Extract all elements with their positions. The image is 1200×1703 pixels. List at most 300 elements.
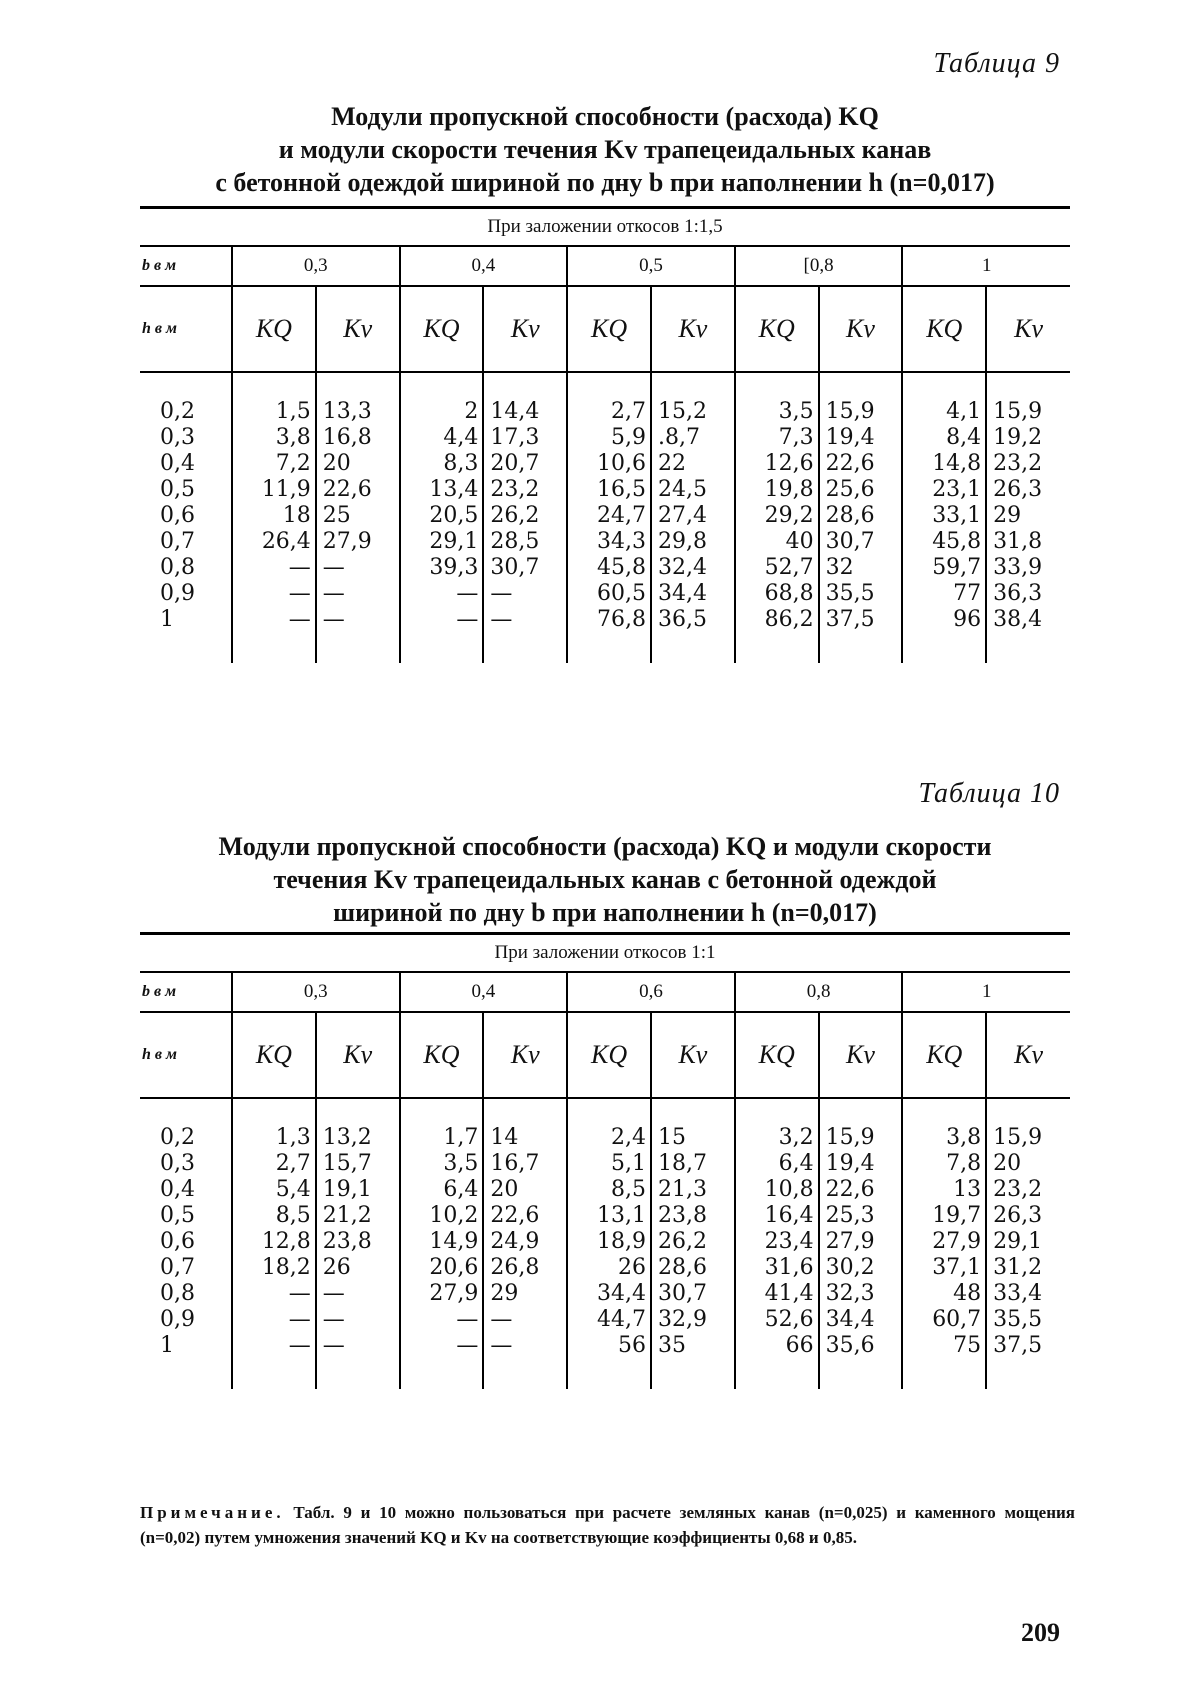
table9-kq-header: KQ [735,286,819,372]
table9-rule-cell [232,372,316,399]
table10-slopes-heading: При заложении откосов 1:1 [140,935,1070,973]
table9-kv-cell: — [483,607,567,633]
table9-kq-cell: 3,5 [735,399,819,425]
table10-spacer-row [140,1098,1070,1125]
table9-caption-line-2: и модули скорости течения Kv трапецеидальных канав [278,135,932,164]
table10-kq-cell: 6,4 [735,1151,819,1177]
table9-kq-cell: 40 [735,529,819,555]
table10-kq-cell: 34,4 [567,1281,651,1307]
table10-kv-cell: 26,2 [651,1229,735,1255]
table9-rule-cell [140,372,232,399]
table10-kq-cell: 18,9 [567,1229,651,1255]
table9-kq-header: KQ [567,286,651,372]
table9-slopes-heading: При заложении откосов 1:1,5 [140,209,1070,247]
footnote [140,1500,1075,1550]
table10-kv-header: Kv [651,1012,735,1098]
table9-rule-cell [483,372,567,399]
table10-rule-cell [400,1359,484,1389]
table9-rule-cell [232,633,316,663]
table10-h-value: 0,8 [160,1281,195,1306]
table9-b-value: 0,3 [232,247,400,286]
table9-kq-cell: 68,8 [735,581,819,607]
table9-kq-cell: 10,6 [567,451,651,477]
table9-h-label: h в м [140,286,232,372]
table9-h-value: 0,6 [160,503,195,528]
table10-table-row [140,1255,1070,1281]
table9-label: Таблица 9 [933,48,1060,79]
table10-kv-cell: 32,9 [651,1307,735,1333]
table9-kv-cell: 13,3 [316,399,400,425]
table10-h-value: 0,9 [160,1307,195,1332]
table9-kq-cell: 33,1 [902,503,986,529]
table10-tail-row [140,1359,1070,1389]
table9-rule-cell [316,372,400,399]
table10-kq-cell: 14,9 [400,1229,484,1255]
table10-kq-cell: 1,7 [400,1125,484,1151]
table9-kq-cell: 3,8 [232,425,316,451]
table10-kq-cell: 3,5 [400,1151,484,1177]
table9-kq-cell: 23,1 [902,477,986,503]
table9-rule-cell [735,372,819,399]
table10-kq-cell: 66 [735,1333,819,1359]
table9-kq-cell: — [400,581,484,607]
table9-kq-cell: 12,6 [735,451,819,477]
table10-rule-cell [735,1359,819,1389]
table9-kq-cell: — [400,607,484,633]
table9-table-row [140,451,1070,477]
table9-kv-cell: 29,8 [651,529,735,555]
table9-kv-cell: 27,9 [316,529,400,555]
table9-kv-cell: 34,4 [651,581,735,607]
table9-kv-header: Kv [651,286,735,372]
table9-kv-cell: 30,7 [483,555,567,581]
table9-kv-cell: 28,5 [483,529,567,555]
table9-rule-cell [316,633,400,663]
table9-kv-cell: 28,6 [819,503,903,529]
table9-kq-cell: 14,8 [902,451,986,477]
table9-kq-cell: 52,7 [735,555,819,581]
table9-rule-cell [819,372,903,399]
table9-kq-cell: 96 [902,607,986,633]
table9-h-value: 1 [160,607,174,632]
table9-kv-cell: 17,3 [483,425,567,451]
table9-h-value: 0,5 [160,477,195,502]
table9-h-value: 0,3 [160,425,195,450]
table9-kv-cell: 15,2 [651,399,735,425]
table10-kq-cell: 31,6 [735,1255,819,1281]
table9-kv-cell: 36,3 [986,581,1070,607]
table10-kv-cell: 16,7 [483,1151,567,1177]
table9-rule-cell [902,372,986,399]
table9-kq-cell: 86,2 [735,607,819,633]
table10-rule-cell [819,1359,903,1389]
table9-table-row [140,581,1070,607]
table9-kq-cell: — [232,581,316,607]
table10-kq-cell: 56 [567,1333,651,1359]
table9-rule-cell [400,633,484,663]
table9-rule-cell [140,633,232,663]
table10-kv-cell: 35,5 [986,1307,1070,1333]
table10-kv-cell: 35 [651,1333,735,1359]
table9-kv-cell: 26,3 [986,477,1070,503]
table10-table-row [140,1203,1070,1229]
table10-kq-cell: — [232,1281,316,1307]
table9-kq-cell: 24,7 [567,503,651,529]
table10 [140,932,1070,1389]
table10-kq-cell: 41,4 [735,1281,819,1307]
table10-kq-cell: 10,8 [735,1177,819,1203]
table9-kq-cell: 7,2 [232,451,316,477]
table10-kv-cell: 29,1 [986,1229,1070,1255]
table9-caption-line-1: Модули пропускной способности (расхода) KQ [331,102,879,131]
table10-kv-cell: 15,9 [986,1125,1070,1151]
table10-kq-cell: 7,8 [902,1151,986,1177]
table10-b-value: 0,3 [232,973,400,1012]
table10-kv-cell: 25,3 [819,1203,903,1229]
table10-kq-cell: 23,4 [735,1229,819,1255]
table10-kq-header: KQ [400,1012,484,1098]
table10-h-value: 1 [160,1333,174,1358]
table9-rule-cell [651,633,735,663]
table10-kv-cell: 26 [316,1255,400,1281]
table9-kq-cell: 8,4 [902,425,986,451]
table9-kv-cell: 25 [316,503,400,529]
table10-table-row [140,1229,1070,1255]
table10-caption-line-2: течения Kv трапецеидальных канав с бетонной одеждой [273,865,937,894]
table9-kv-cell: 24,5 [651,477,735,503]
table10-kv-cell: 15,9 [819,1125,903,1151]
table10-kv-cell: 20 [986,1151,1070,1177]
table9-kq-cell: — [232,555,316,581]
table10-kv-cell: 15,7 [316,1151,400,1177]
table9-kq-cell: 7,3 [735,425,819,451]
table9-kq-cell: 18 [232,503,316,529]
table9-kq-cell: 19,8 [735,477,819,503]
table9-kv-cell: .8,7 [651,425,735,451]
table9-b-value: 0,5 [567,247,735,286]
table9-table-row [140,425,1070,451]
table10-rule-cell [140,1098,232,1125]
table9-kv-cell: 23,2 [483,477,567,503]
table10-table-row [140,1177,1070,1203]
table10-kq-cell: 75 [902,1333,986,1359]
table10-caption-line-1: Модули пропускной способности (расхода) KQ и модули скорости [218,832,992,861]
table9-h-value: 0,9 [160,581,195,606]
table10-kv-cell: 18,7 [651,1151,735,1177]
table10-kv-cell: 32,3 [819,1281,903,1307]
table10-kq-cell: 13,1 [567,1203,651,1229]
table10-b-value: 1 [902,973,1070,1012]
table10-kv-cell: 19,1 [316,1177,400,1203]
table10-kq-cell: 5,4 [232,1177,316,1203]
table10-rule-cell [567,1359,651,1389]
table10-kq-cell: 8,5 [232,1203,316,1229]
table9-kv-cell: — [483,581,567,607]
footnote-heading: Примечание. [140,1503,285,1522]
table9-kv-header: Kv [483,286,567,372]
table9-tail-row [140,633,1070,663]
table10-kv-cell: 19,4 [819,1151,903,1177]
table9-kq-cell: 77 [902,581,986,607]
table9-rule-cell [819,633,903,663]
table10-rule-cell [316,1098,400,1125]
table9-kv-cell: 37,5 [819,607,903,633]
table9-table-row [140,503,1070,529]
table10-kq-cell: 27,9 [902,1229,986,1255]
page-number: 209 [1021,1618,1060,1647]
table10-rule-cell [567,1098,651,1125]
table9-kq-cell: 39,3 [400,555,484,581]
table9-kv-cell: 32,4 [651,555,735,581]
table10-kq-cell: 18,2 [232,1255,316,1281]
table9-kv-cell: 23,2 [986,451,1070,477]
table10-rule-cell [232,1098,316,1125]
table9-h-value: 0,2 [160,399,195,424]
table9-kq-cell: 2,7 [567,399,651,425]
table9-rule-cell [651,372,735,399]
table9-kv-cell: 20 [316,451,400,477]
table10-rule-cell [483,1098,567,1125]
table9-kq-cell: 76,8 [567,607,651,633]
table10-caption-line-3: шириной по дну b при наполнении h (n=0,017) [333,898,877,927]
table9-h-value: 0,4 [160,451,195,476]
table9-kv-cell: 33,9 [986,555,1070,581]
table9-kv-cell: 19,2 [986,425,1070,451]
table9-kv-cell: 38,4 [986,607,1070,633]
table9-b-value: 1 [902,247,1070,286]
table9-kv-cell: 22,6 [819,451,903,477]
table10-label: Таблица 10 [918,778,1060,809]
table9-rule-cell [986,372,1070,399]
table10-kq-cell: 19,7 [902,1203,986,1229]
table10-kq-cell: 26 [567,1255,651,1281]
table10-kv-cell: — [316,1281,400,1307]
table10-table-row [140,1281,1070,1307]
table9-kv-cell: 29 [986,503,1070,529]
table10-kv-cell: — [316,1307,400,1333]
table10-kv-cell: 26,8 [483,1255,567,1281]
table10-kq-cell: — [232,1333,316,1359]
table10-rule-cell [902,1098,986,1125]
table9-kq-cell: 4,1 [902,399,986,425]
table10-kq-cell: 60,7 [902,1307,986,1333]
table10-kq-cell: 6,4 [400,1177,484,1203]
table9-kq-cell: 59,7 [902,555,986,581]
table9-kv-cell: — [316,581,400,607]
table9-kv-cell: 32 [819,555,903,581]
table9-kv-cell: — [316,607,400,633]
table9-kq-cell: 20,5 [400,503,484,529]
table9-kq-cell: 60,5 [567,581,651,607]
table10-kq-cell: 48 [902,1281,986,1307]
table10-kv-cell: 26,3 [986,1203,1070,1229]
table10-kv-cell: 30,2 [819,1255,903,1281]
table10-h-value: 0,6 [160,1229,195,1254]
footnote-text: Табл. 9 и 10 можно пользоваться при расчете земляных канав (n=0,025) и каменного мощения (n=0,02) путем умножения значений KQ и Kv на соответствующие коэффициенты 0,68 и 0,85. [140,1503,1076,1547]
table9-kv-cell: 22 [651,451,735,477]
table10-kq-cell: 5,1 [567,1151,651,1177]
table9-kq-cell: 2 [400,399,484,425]
table9-kq-cell: 45,8 [567,555,651,581]
table10-b-value: 0,4 [400,973,568,1012]
table10-kq-cell: — [232,1307,316,1333]
table9-rule-cell [902,633,986,663]
table10-kq-header: KQ [902,1012,986,1098]
table10-table-row [140,1151,1070,1177]
table10-kv-cell: 29 [483,1281,567,1307]
table9-rule-cell [567,633,651,663]
table9-rule-cell [567,372,651,399]
table9-kq-cell: 11,9 [232,477,316,503]
table9-kv-cell: 35,5 [819,581,903,607]
table10-kq-cell: 44,7 [567,1307,651,1333]
table10-kq-cell: 37,1 [902,1255,986,1281]
table9-rule-cell [483,633,567,663]
table10-kq-header: KQ [735,1012,819,1098]
table9-rule-cell [986,633,1070,663]
table10-kv-header: Kv [316,1012,400,1098]
table9-kv-header: Kv [316,286,400,372]
table10-rule-cell [400,1098,484,1125]
table10-b-value: 0,6 [567,973,735,1012]
table10-kq-header: KQ [567,1012,651,1098]
table10-rule-cell [902,1359,986,1389]
table10-kq-cell: — [400,1307,484,1333]
table9-table-row [140,399,1070,425]
table10-rule-cell [986,1359,1070,1389]
table9-kv-cell: 30,7 [819,529,903,555]
table10-kv-cell: 28,6 [651,1255,735,1281]
table10-rule-cell [651,1098,735,1125]
table10-kq-cell: 20,6 [400,1255,484,1281]
table9-kv-header: Kv [986,286,1070,372]
table9-b-value: 0,4 [400,247,568,286]
table10-rule-cell [316,1359,400,1389]
table10-rule-cell [819,1098,903,1125]
table9-kq-header: KQ [400,286,484,372]
table10-kq-cell: 2,4 [567,1125,651,1151]
table10-kq-cell: 10,2 [400,1203,484,1229]
table9-kq-header: KQ [232,286,316,372]
table10-caption [130,830,1080,929]
table10-kq-cell: 16,4 [735,1203,819,1229]
table10-h-value: 0,2 [160,1125,195,1150]
table10-kv-cell: — [483,1333,567,1359]
table9-kq-cell: 16,5 [567,477,651,503]
table10-kv-cell: 30,7 [651,1281,735,1307]
table10-rule-cell [232,1359,316,1389]
table10-kv-cell: — [316,1333,400,1359]
table10-kv-cell: 23,8 [651,1203,735,1229]
table10-kv-header: Kv [483,1012,567,1098]
table9-kv-cell: 36,5 [651,607,735,633]
table10-rule-cell [483,1359,567,1389]
table9-kq-cell: 45,8 [902,529,986,555]
table9-table-row [140,477,1070,503]
table10-rule-cell [735,1098,819,1125]
table10-kv-cell: 20 [483,1177,567,1203]
table10-kv-cell: 13,2 [316,1125,400,1151]
table10-rule-cell [986,1098,1070,1125]
table9-kv-header: Kv [819,286,903,372]
table10-kq-header: KQ [232,1012,316,1098]
table9-kv-cell: 31,8 [986,529,1070,555]
table10-kq-cell: 52,6 [735,1307,819,1333]
table10-kv-header: Kv [986,1012,1070,1098]
table10-kq-cell: 27,9 [400,1281,484,1307]
table10-h-label: h в м [140,1012,232,1098]
table10-kv-cell: 22,6 [819,1177,903,1203]
table9-kq-cell: — [232,607,316,633]
table10-b-label: b в м [140,973,232,1012]
table10-kq-cell: 2,7 [232,1151,316,1177]
table9-kv-cell: 15,9 [986,399,1070,425]
table9-kq-cell: 34,3 [567,529,651,555]
table10-kv-cell: 33,4 [986,1281,1070,1307]
table9-kq-cell: 8,3 [400,451,484,477]
table9-kv-cell: 22,6 [316,477,400,503]
table10-b-value: 0,8 [735,973,903,1012]
table10-kv-cell: 31,2 [986,1255,1070,1281]
table9-kq-cell: 5,9 [567,425,651,451]
table10-rule-cell [651,1359,735,1389]
table10-kv-cell: — [483,1307,567,1333]
table10-kq-cell: 3,8 [902,1125,986,1151]
table10-kv-cell: 21,2 [316,1203,400,1229]
table9-kq-cell: 26,4 [232,529,316,555]
table10-kv-cell: 23,8 [316,1229,400,1255]
table10-kv-cell: 22,6 [483,1203,567,1229]
table9-grid [140,247,1070,663]
table9-kq-cell: 4,4 [400,425,484,451]
table9-kq-cell: 29,1 [400,529,484,555]
table9-caption [130,100,1080,199]
table9-b-value: [0,8 [735,247,903,286]
table9-kv-cell: 26,2 [483,503,567,529]
table9-table-row [140,529,1070,555]
table9-spacer-row [140,372,1070,399]
table10-kv-cell: 15 [651,1125,735,1151]
table10-rule-cell [140,1359,232,1389]
table10-kv-cell: 24,9 [483,1229,567,1255]
table9-kq-cell: 13,4 [400,477,484,503]
table9-kv-cell: 14,4 [483,399,567,425]
table10-kv-cell: 23,2 [986,1177,1070,1203]
table10-h-value: 0,7 [160,1255,195,1280]
table9-kv-cell: 27,4 [651,503,735,529]
table9-kv-cell: 20,7 [483,451,567,477]
table10-h-value: 0,5 [160,1203,195,1228]
table10-kv-header: Kv [819,1012,903,1098]
table10-kv-cell: 35,6 [819,1333,903,1359]
table9-caption-line-3: с бетонной одеждой шириной по дну b при наполнении h (n=0,017) [215,168,995,197]
table10-kv-cell: 27,9 [819,1229,903,1255]
table10-grid [140,973,1070,1389]
table9-kv-cell: 16,8 [316,425,400,451]
table10-h-value: 0,3 [160,1151,195,1176]
table10-table-row [140,1333,1070,1359]
table9-kq-cell: 29,2 [735,503,819,529]
table9-kv-cell: 15,9 [819,399,903,425]
table9-kv-cell: 19,4 [819,425,903,451]
table10-kv-cell: 21,3 [651,1177,735,1203]
table9-table-row [140,607,1070,633]
table10-kq-cell: 13 [902,1177,986,1203]
table10-kq-cell: 1,3 [232,1125,316,1151]
table10-table-row [140,1125,1070,1151]
table10-h-value: 0,4 [160,1177,195,1202]
table10-kq-cell: 3,2 [735,1125,819,1151]
